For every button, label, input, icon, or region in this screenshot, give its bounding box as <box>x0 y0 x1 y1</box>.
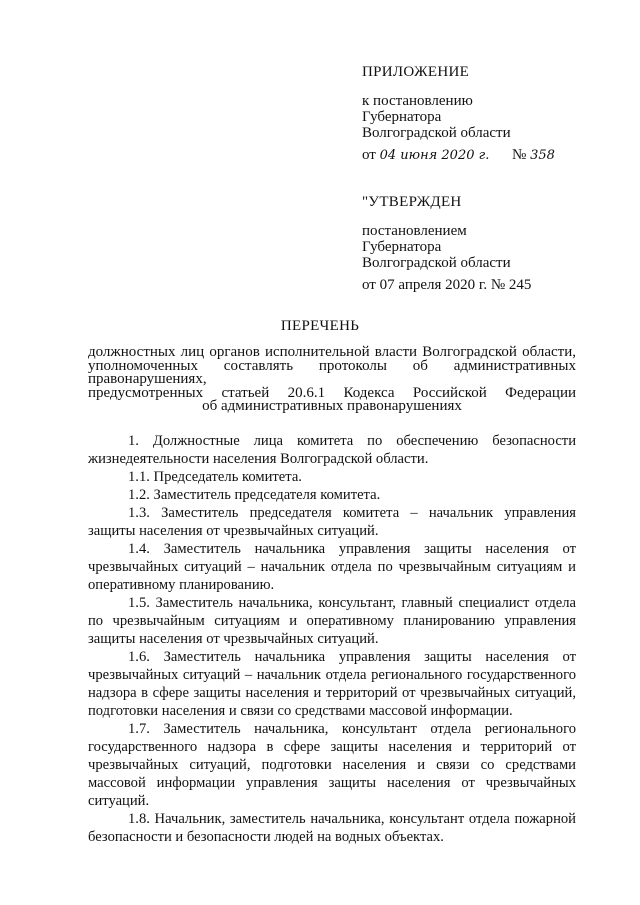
list-item: 1.7. Заместитель начальника, консультант отдела регионального государственного надзора в сфере защиты населения и территорий от чрезвычайных ситуаций, подготовки населения и связи со средствами массовой информации управления защиты населения от чрезвычайных ситуаций. <box>88 721 576 809</box>
subtitle-line: уполномоченных составлять протоколы об административных правонарушениях, <box>88 357 576 387</box>
appendix-line: Волгоградской области <box>362 125 511 141</box>
approved-line: постановлением <box>362 223 467 239</box>
list-item: 1.8. Начальник, заместитель начальника, консультант отдела пожарной безопасности и безопасности людей на водных объектах. <box>88 811 576 845</box>
list-item: 1.6. Заместитель начальника управления защиты населения от чрезвычайных ситуаций – начальник отдела регионального государственного надзора в сфере защиты населения и территорий от чрезвычайных ситуаций, подготовки населения и связи со средствами массовой информации. <box>88 649 576 719</box>
appendix-ref-number: 358 <box>530 148 555 163</box>
list-item: 1.1. Председатель комитета. <box>128 469 302 485</box>
approved-line: Волгоградской области <box>362 255 511 271</box>
appendix-lines <box>362 93 511 141</box>
list-item: 1.5. Заместитель начальника, консультант, главный специалист отдела по чрезвычайным ситуациям и оперативному планированию управления защиты населения от чрезвычайных ситуаций. <box>88 595 576 647</box>
document-body <box>88 432 576 846</box>
subtitle-line: должностных лиц органов исполнительной власти Волгоградской области, <box>88 344 576 360</box>
appendix-line: Губернатора <box>362 109 442 125</box>
list-item: 1.4. Заместитель начальника управления защиты населения от чрезвычайных ситуаций – начальник отдела по чрезвычайным ситуациям и оперативному планированию. <box>88 541 576 593</box>
appendix-ref-date: 04 июня 2020 г. <box>379 148 490 163</box>
approved-title: "УТВЕРЖДЕН <box>362 194 462 210</box>
approved-reference: от 07 апреля 2020 г. № 245 <box>362 277 532 293</box>
document-subtitle <box>88 346 576 414</box>
subtitle-line: об административных правонарушениях <box>202 398 462 414</box>
list-item: 1.2. Заместитель председателя комитета. <box>128 487 381 503</box>
appendix-ref-prefix: от <box>362 147 376 163</box>
appendix-title: ПРИЛОЖЕНИЕ <box>362 64 470 80</box>
subtitle-line: предусмотренных статьей 20.6.1 Кодекса Российской Федерации <box>88 384 576 401</box>
approved-line: Губернатора <box>362 239 442 255</box>
document-title: ПЕРЕЧЕНЬ <box>280 318 360 334</box>
approved-lines <box>362 223 511 271</box>
list-item: 1.3. Заместитель председателя комитета – начальник управления защиты населения от чрезвычайных ситуаций. <box>88 505 576 539</box>
appendix-line: к постановлению <box>362 93 473 109</box>
appendix-ref-number-sign: № <box>512 147 527 163</box>
appendix-reference <box>362 147 555 164</box>
list-item: 1. Должностные лица комитета по обеспечению безопасности жизнедеятельности населения Волгоградской области. <box>88 433 576 467</box>
